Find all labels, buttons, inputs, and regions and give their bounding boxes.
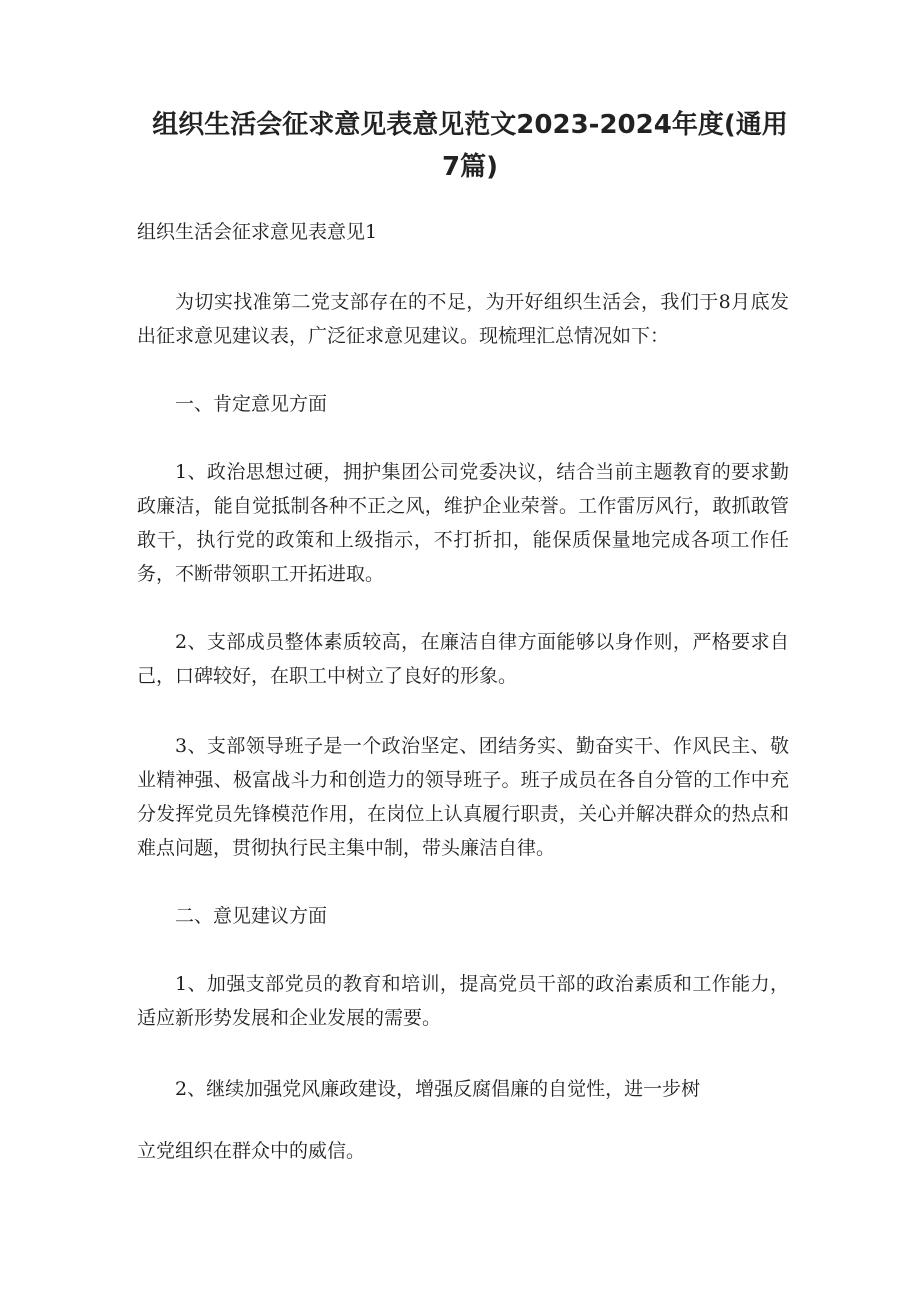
positive-item-2: 2、支部成员整体素质较高，在廉洁自律方面能够以身作则，严格要求自己，口碑较好，在职工中树立了良好的形象。 (137, 631, 789, 687)
document-title: 组织生活会征求意见表意见范文2023-2024年度(通用7篇) (152, 110, 788, 182)
suggestion-item-1: 1、加强支部党员的教育和培训，提高党员干部的政治素质和工作能力，适应新形势发展和企业发展的需要。 (137, 973, 789, 1029)
section-heading: 组织生活会征求意见表意见1 (137, 221, 378, 243)
positive-item-3: 3、支部领导班子是一个政治坚定、团结务实、勤奋实干、作风民主、敬业精神强、极富战斗力和创造力的领导班子。班子成员在各自分管的工作中充分发挥党员先锋模范作用，在岗位上认真履行职责，关心并解决群众的热点和难点问题，贯彻执行民主集中制，带头廉洁自律。 (137, 735, 789, 859)
positive-item-1: 1、政治思想过硬，拥护集团公司党委决议，结合当前主题教育的要求勤政廉洁，能自觉抵制各种不正之风，维护企业荣誉。工作雷厉风行，敢抓敢管敢干，执行党的政策和上级指示，不打折扣，能保质保量地完成各项工作任务，不断带领职工开拓进取。 (137, 461, 789, 585)
intro-paragraph: 为切实找准第二党支部存在的不足，为开好组织生活会，我们于8月底发出征求意见建议表，广泛征求意见建议。现梳理汇总情况如下： (137, 291, 789, 347)
subheading-positive-opinions: 一、肯定意见方面 (175, 393, 328, 415)
suggestion-item-2-continued: 立党组织在群众中的威信。 (137, 1140, 366, 1162)
subheading-suggestions: 二、意见建议方面 (175, 905, 328, 927)
suggestion-item-2: 2、继续加强党风廉政建设，增强反腐倡廉的自觉性，进一步树 (175, 1078, 701, 1100)
